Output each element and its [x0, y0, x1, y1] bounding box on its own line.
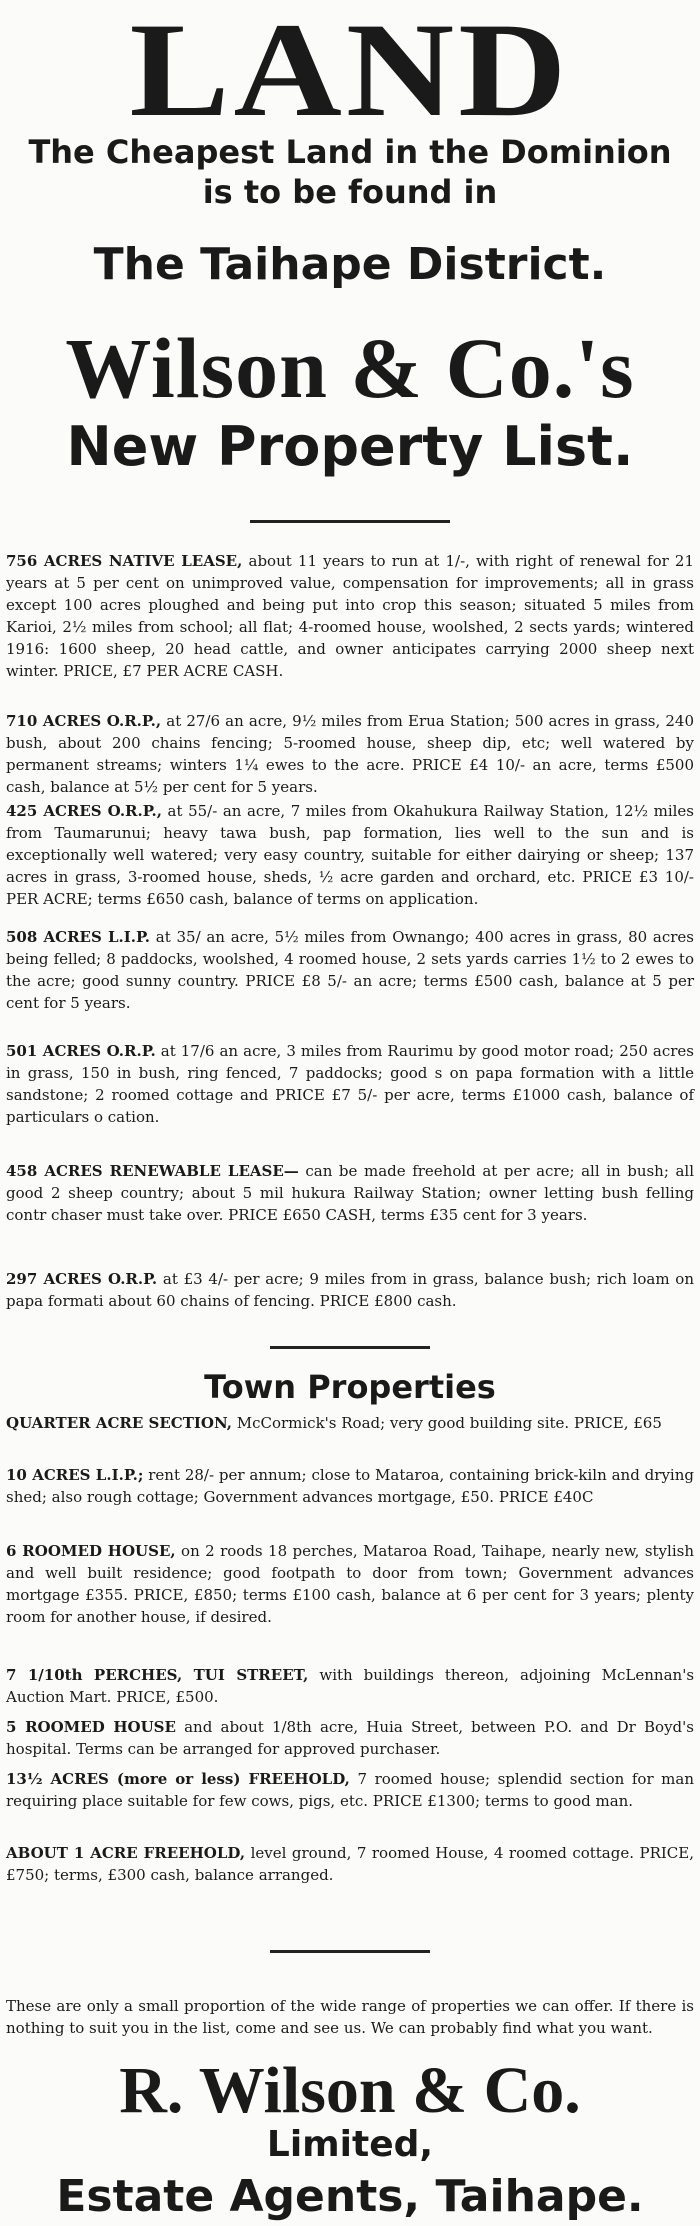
town-lead: 5 ROOMED HOUSE: [6, 1718, 176, 1736]
listing-item: [6, 1268, 694, 1312]
closing-note: These are only a small proportion of the wide range of properties we can offer. If there is nothing to suit you in the list, come and see us. We can probably find what you want.: [6, 1997, 694, 2037]
listing-text: can be made freehold at per acre; all in bush; all good 2 sheep country; about 5 mil hukura Railway Station; owner letting bush felling contr chaser must take over. PRICE £650 CASH, terms £35 cent for 3 years.: [6, 1162, 694, 1224]
firm-title: Wilson & Co.'s: [65, 320, 635, 416]
divider: [270, 1346, 430, 1349]
headline: LAND: [129, 0, 571, 145]
listing-text: about 11 years to run at 1/-, with right of renewal for 21 years at 5 per cent on unimproved value, compensation for improvements; all in grass except 100 acres ploughed and being put into crop this season; situated 5 miles from Karioi, 2½ miles from school; all flat; 4-roomed house, woolshed, 2 sects yards; wintered 1916: 1600 sheep, 20 head cattle, and owner anticipates carrying 2000 sheep next winter. PRICE, £7 PER ACRE CASH.: [6, 552, 695, 680]
town-item: [6, 1540, 694, 1628]
listing-lead: 756 ACRES NATIVE LEASE,: [6, 552, 243, 570]
town-text: McCormick's Road; very good building site. PRICE, £65: [231, 1414, 662, 1432]
town-item: [6, 1412, 694, 1434]
town-text: on 2 roods 18 perches, Mataroa Road, Taihape, nearly new, stylish and well built residence; good footpath to door from town; Government advances mortgage £355. PRICE, £850; terms £100 cash, balance at 6 per cent for 3 years; plenty room for another house, if desired.: [6, 1542, 694, 1626]
district-title: The Taihape District.: [93, 239, 607, 290]
listing-lead: 508 ACRES L.I.P.: [6, 928, 151, 946]
listing-lead: 458 ACRES RENEWABLE LEASE—: [6, 1162, 299, 1180]
town-text: rent 28/- per annum; close to Mataroa, containing brick-kiln and drying shed; also rough cottage; Government advances mortgage, £50. PRICE £40C: [6, 1466, 694, 1506]
town-lead: 10 ACRES L.I.P.;: [6, 1466, 144, 1484]
listing-item: [6, 926, 694, 1014]
town-item: [6, 1842, 694, 1886]
listing-item: [6, 1160, 694, 1226]
listing-item: [6, 1040, 694, 1128]
listing-lead: 710 ACRES O.R.P.,: [6, 712, 162, 730]
listing-item: [6, 710, 694, 798]
town-text: 7 roomed house; splendid section for man requiring place suitable for few cows, pigs, etc. PRICE £1300; terms to good man.: [6, 1770, 694, 1810]
town-lead: QUARTER ACRE SECTION,: [6, 1414, 232, 1432]
listing-text: at 27/6 an acre, 9½ miles from Erua Station; 500 acres in grass, 240 bush, about 200 chains fencing; 5-roomed house, sheep dip, etc; well watered by permanent streams; winters 1¼ ewes to the acre. PRICE £4 10/- an acre, terms £500 cash, balance at 5½ per cent for 5 years.: [6, 712, 694, 796]
town-properties-title: Town Properties: [204, 1368, 496, 1406]
footer-firm-name: R. Wilson & Co.: [119, 2054, 581, 2127]
listing-text: at £3 4/- per acre; 9 miles from in grass, balance bush; rich loam on papa formati about 60 chains of fencing. PRICE £800 cash.: [6, 1270, 694, 1310]
town-text: level ground, 7 roomed House, 4 roomed cottage. PRICE, £750; terms, £300 cash, balance arranged.: [6, 1844, 694, 1884]
town-lead: 13½ ACRES (more or less) FREEHOLD,: [6, 1770, 350, 1788]
listing-text: at 35/ an acre, 5½ miles from Ownango; 400 acres in grass, 80 acres being felled; 8 paddocks, woolshed, 4 roomed house, 2 sets yards carries 1½ to 2 ewes to the acre; good sunny country. PRICE £8 5/- an acre; terms £500 cash, balance at 5 per cent for 5 years.: [6, 928, 694, 1012]
town-item: [6, 1716, 694, 1760]
town-lead: ABOUT 1 ACRE FREEHOLD,: [6, 1844, 246, 1862]
footer-limited: Limited,: [266, 2124, 434, 2165]
town-item: [6, 1768, 694, 1812]
footer-agents: Estate Agents, Taihape.: [56, 2171, 644, 2222]
town-lead: 6 ROOMED HOUSE,: [6, 1542, 176, 1560]
divider: [270, 1950, 430, 1953]
listing-text: at 55/- an acre, 7 miles from Okahukura Railway Station, 12½ miles from Taumarunui; heavy tawa bush, pap formation, lies well to the sun and is exceptionally well watered; very easy country, suitable for either dairying or sheep; 137 acres in grass, 3-roomed house, sheds, ½ acre garden and orchard, etc. PRICE £3 10/- PER ACRE; terms £650 cash, balance of terms on application.: [6, 802, 694, 908]
town-item: [6, 1664, 694, 1708]
subline-2: is to be found in: [202, 173, 498, 211]
listing-item: [6, 550, 694, 682]
listing-lead: 501 ACRES O.R.P.: [6, 1042, 156, 1060]
listing-lead: 425 ACRES O.R.P.,: [6, 802, 162, 820]
town-item: [6, 1464, 694, 1508]
town-text: and about 1/8th acre, Huia Street, between P.O. and Dr Boyd's hospital. Terms can be arranged for approved purchaser.: [6, 1718, 694, 1758]
listing-lead: 297 ACRES O.R.P.: [6, 1270, 158, 1288]
listing-text: at 17/6 an acre, 3 miles from Raurimu by good motor road; 250 acres in grass, 150 in bush, ring fenced, 7 paddocks; good s on papa formation with a little sandstone; 2 roomed cottage and PRICE £7 5/- per acre, terms £1000 cash, balance of particulars o cation.: [6, 1042, 694, 1126]
town-lead: 7 1/10th PERCHES, TUI STREET,: [6, 1666, 309, 1684]
list-title: New Property List.: [66, 415, 634, 478]
divider: [250, 520, 450, 523]
listing-item: [6, 800, 694, 910]
subline-1: The Cheapest Land in the Dominion: [28, 133, 672, 171]
town-text: with buildings thereon, adjoining McLennan's Auction Mart. PRICE, £500.: [6, 1666, 695, 1706]
